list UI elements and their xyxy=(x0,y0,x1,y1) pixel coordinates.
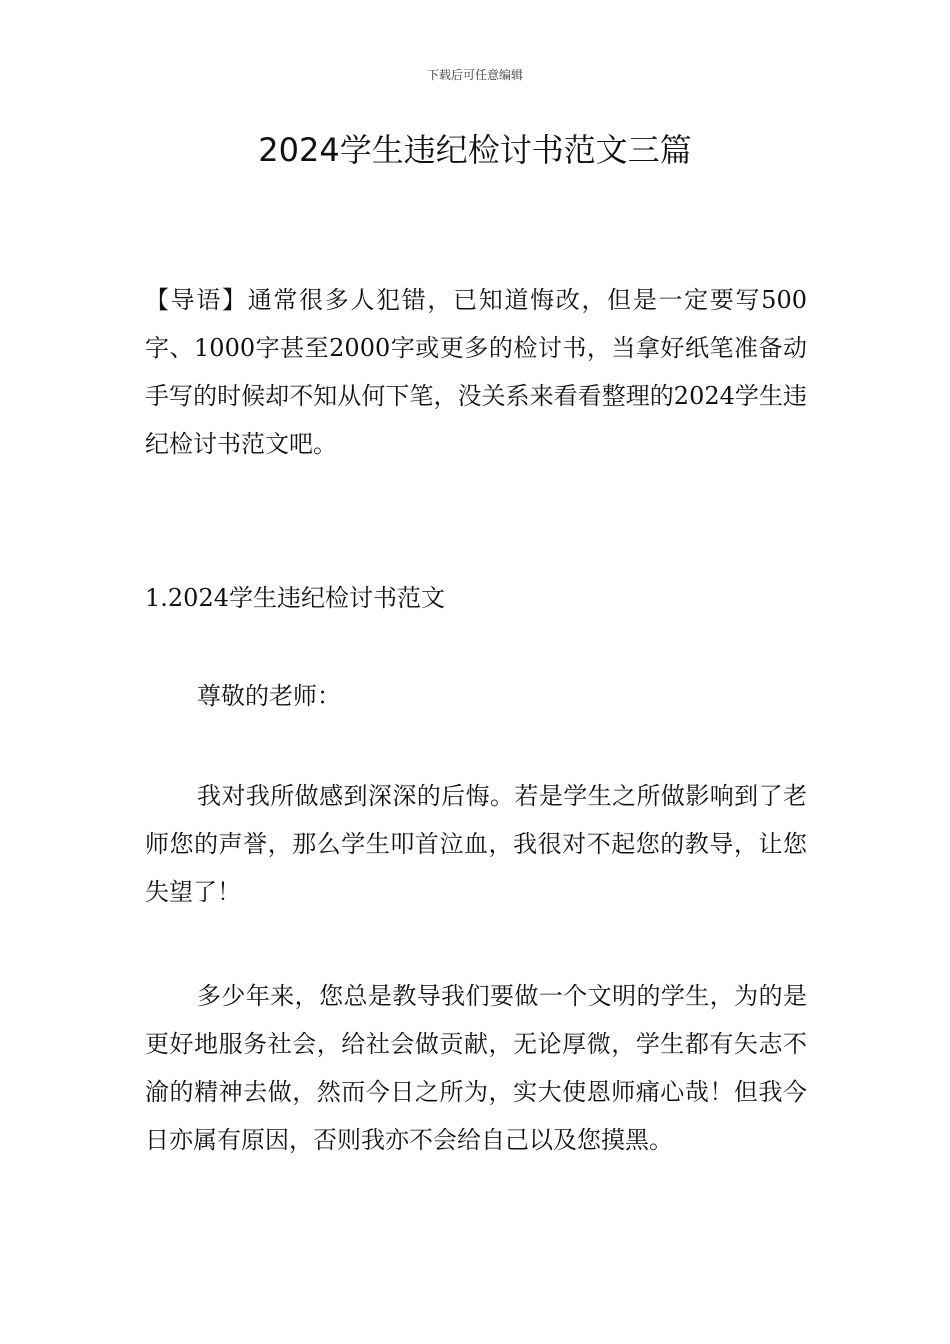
body-paragraph: 我对我所做感到深深的后悔。若是学生之所做影响到了老师您的声誉，那么学生叩首泣血，我很对不起您的教导，让您失望了！ xyxy=(145,782,807,906)
body-paragraph: 多少年来，您总是教导我们要做一个文明的学生，为的是更好地服务社会，给社会做贡献，无论厚微，学生都有矢志不渝的精神去做，然而今日之所为，实大使恩师痛心哉！但我今日亦属有原因，否则我亦不会给自己以及您摸黑。 xyxy=(145,982,807,1154)
header-note: 下载后可任意编辑 xyxy=(426,68,523,82)
section-heading: 1.2024学生违纪检讨书范文 xyxy=(145,584,445,612)
salutation: 尊敬的老师： xyxy=(197,682,341,710)
document-title: 2024学生违纪检讨书范文三篇 xyxy=(258,131,692,169)
intro-paragraph: 【导语】通常很多人犯错，已知道悔改，但是一定要写500字、1000字甚至2000字或更多的检讨书，当拿好纸笔准备动手写的时候却不知从何下笔，没关系来看看整理的2024学生违纪检讨书范文吧。 xyxy=(145,286,807,458)
